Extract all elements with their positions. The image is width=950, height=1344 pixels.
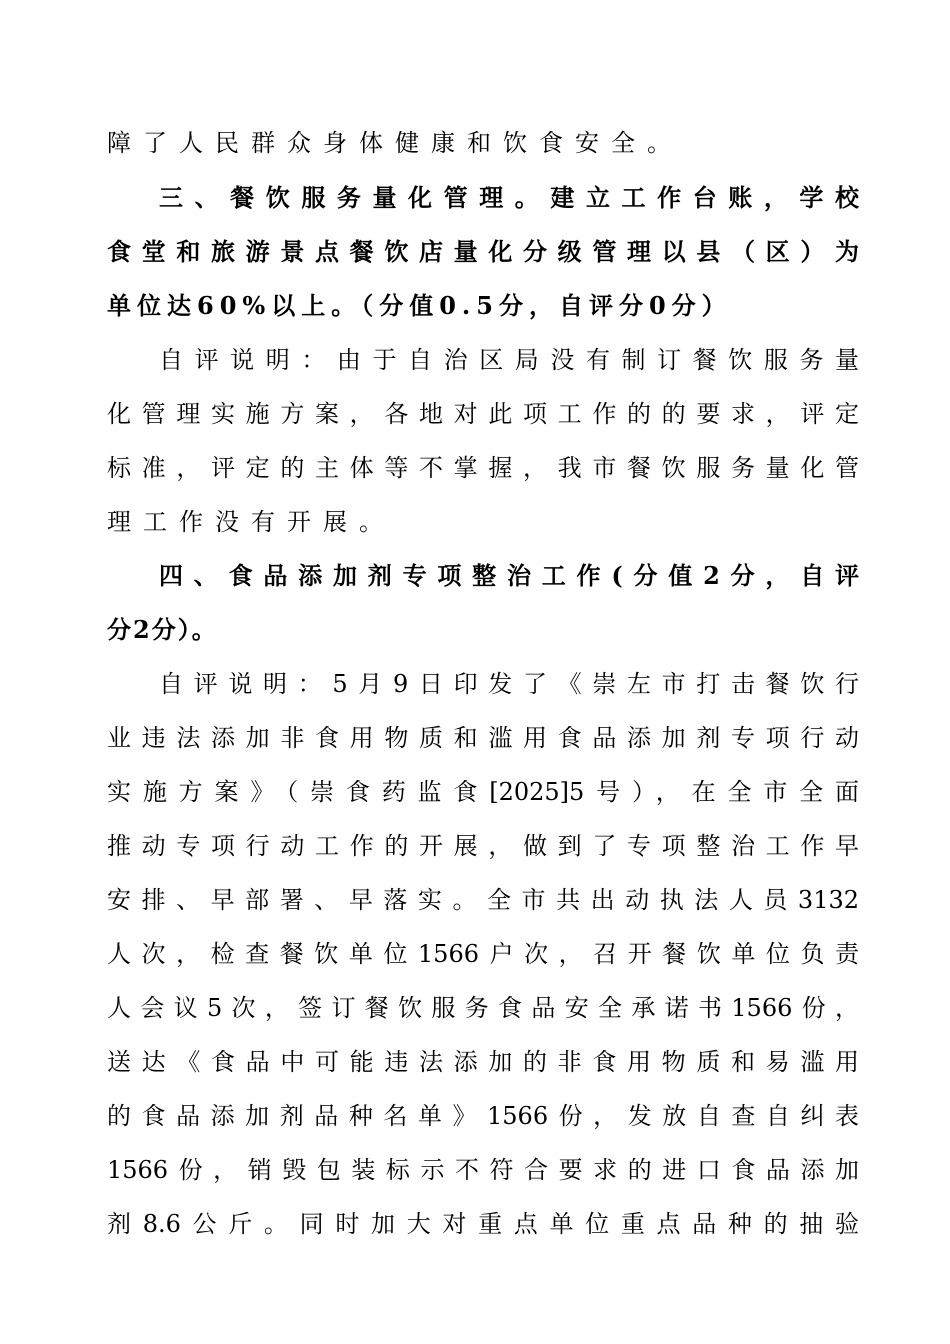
body-line: 1566份，销毁包装标示不符合要求的进口食品添加: [107, 1156, 859, 1184]
body-line: 标准，评定的主体等不掌握，我市餐饮服务量化管: [107, 454, 859, 482]
body-line: 剂8.6公斤。同时加大对重点单位重点品种的抽验: [107, 1210, 859, 1238]
body-line: 安排、早部署、早落实。全市共出动执法人员3132: [107, 886, 859, 914]
section-heading-line: 食堂和旅游景点餐饮店量化分级管理以县（区）为: [107, 237, 859, 266]
section-heading-line: 分2分）。: [107, 615, 218, 644]
body-line: 障了人民群众身体健康和饮食安全。: [107, 129, 683, 157]
body-line: 的食品添加剂品种名单》1566份，发放自查自纠表: [107, 1102, 859, 1130]
body-line: 推动专项行动工作的开展，做到了专项整治工作早: [107, 832, 859, 860]
section-heading-line: 单位达60%以上。（分值0.5分，自评分0分）: [107, 291, 732, 320]
body-line: 实施方案》（崇食药监食[2025]5号），在全市全面: [107, 778, 859, 806]
body-line: 人会议5次，签订餐饮服务食品安全承诺书1566份，: [107, 994, 859, 1022]
body-line: 化管理实施方案，各地对此项工作的的要求，评定: [107, 400, 859, 428]
body-line: 自评说明：5月9日印发了《崇左市打击餐饮行: [159, 670, 859, 698]
body-line: 理工作没有开展。: [107, 508, 395, 536]
body-line: 送达《食品中可能违法添加的非食用物质和易滥用: [107, 1048, 859, 1076]
body-line: 业违法添加非食用物质和滥用食品添加剂专项行动: [107, 724, 859, 752]
section-heading-line: 三、餐饮服务量化管理。建立工作台账，学校: [159, 183, 859, 212]
body-line: 自评说明：由于自治区局没有制订餐饮服务量: [159, 346, 859, 374]
body-line: 人次，检查餐饮单位1566户次，召开餐饮单位负责: [107, 940, 859, 968]
section-heading-line: 四、食品添加剂专项整治工作(分值2分，自评: [159, 561, 859, 590]
